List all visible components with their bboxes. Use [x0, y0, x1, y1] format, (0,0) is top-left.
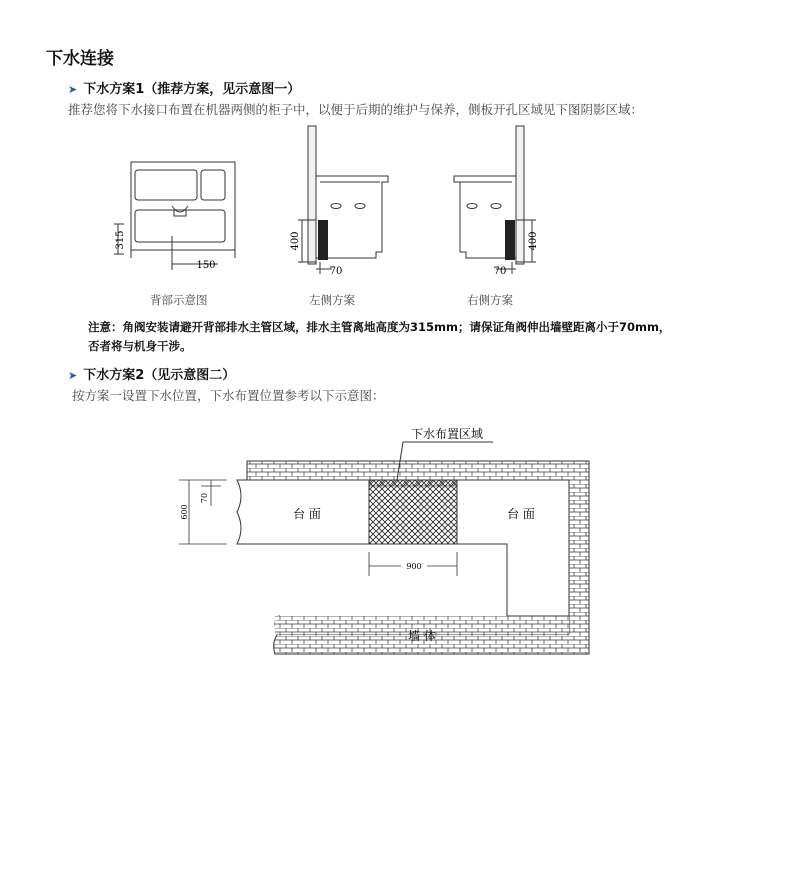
- dim-900: 900: [406, 562, 422, 571]
- dim-600: 600: [180, 504, 189, 520]
- drain-area-label: 下水布置区域: [410, 427, 484, 441]
- left-view-diagram: [290, 124, 400, 280]
- dim-150: 150: [196, 260, 216, 271]
- left-view-caption: 左侧方案: [309, 293, 355, 307]
- wall-label: 墙 体: [408, 629, 436, 643]
- right-dim-70: 70: [493, 266, 507, 277]
- drain-area: [369, 480, 457, 544]
- back-view-diagram: [110, 158, 250, 276]
- dim-70: 70: [200, 492, 209, 504]
- note-line-1: 注意：角阀安装请避开背部排水主管区域，排水主管离地高度为315mm；请保证角阀伸出墙壁距离小于70mm，: [88, 320, 671, 334]
- note-line-2: 否者将与机身干涉。: [88, 339, 192, 353]
- arrow-icon: ➤: [68, 369, 78, 382]
- plan2-heading-text: 下水方案2（见示意图二）: [83, 368, 236, 383]
- left-dim-400: 400: [290, 231, 301, 251]
- page-title: 下水连接: [46, 49, 114, 69]
- left-dim-70: 70: [329, 266, 343, 277]
- plan2-description: 按方案一设置下水位置，下水布置位置参考以下示意图：: [72, 388, 385, 403]
- right-view-diagram: [448, 124, 558, 280]
- right-view-caption: 右侧方案: [467, 293, 513, 307]
- plan1-heading-text: 下水方案1（推荐方案，见示意图一）: [83, 82, 301, 97]
- dim-315: 315: [115, 230, 126, 250]
- back-view-caption: 背部示意图: [150, 293, 208, 307]
- plan1-heading: [68, 78, 300, 97]
- right-dim-400: 400: [528, 231, 539, 251]
- counter-right-label: 台 面: [507, 507, 535, 521]
- installation-note: [88, 318, 748, 356]
- arrow-icon: ➤: [68, 83, 78, 96]
- plan2-heading: [68, 364, 235, 383]
- plan1-description: 推荐您将下水接口布置在机器两侧的柜子中，以便于后期的维护与保养，侧板开孔区域见下图阴影区域：: [68, 102, 644, 117]
- counter-left-label: 台 面: [293, 507, 321, 521]
- layout-diagram: [175, 420, 595, 660]
